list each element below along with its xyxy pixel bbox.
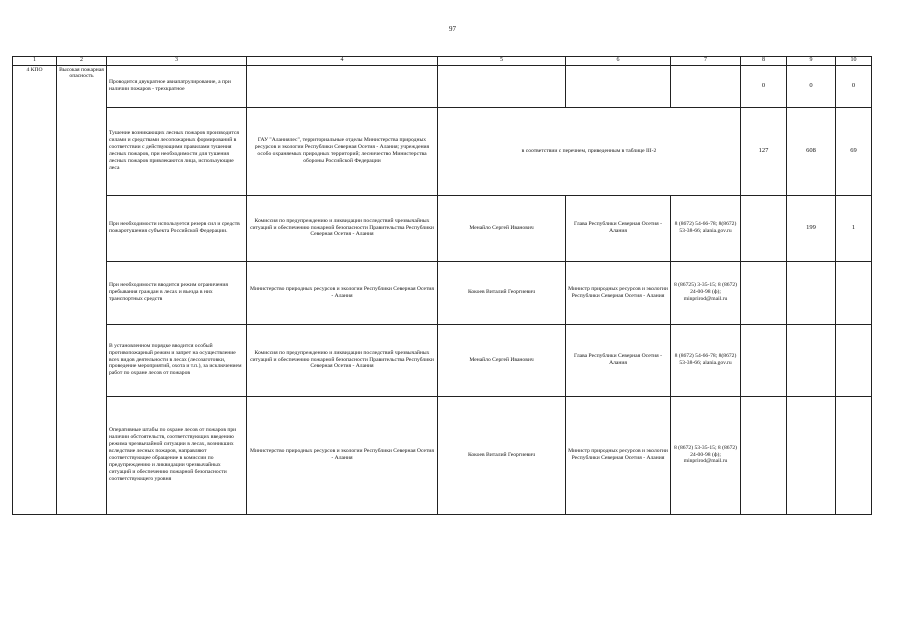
value-cell: 69 xyxy=(836,107,872,195)
position-cell xyxy=(566,65,671,107)
header-cell: 2 xyxy=(57,57,107,66)
responsible-cell: Менайло Сергей Иванович xyxy=(438,195,566,261)
position-cell: Министр природных ресурсов и экологии Республики Северная Осетия - Алания xyxy=(566,396,671,514)
executor-cell: ГАУ "Аланиялес", территориальные отделы Министерства природных ресурсов и экологии Республики Северная Осетия - Алания; учреждения особо охраняемых природных территорий; лесничество Министерства обороны Российской Федерации xyxy=(247,107,438,195)
measure-cell: При необходимости используется резерв сил и средств пожаротушения субъекта Российской Федерации. xyxy=(107,195,247,261)
header-cell: 4 xyxy=(247,57,438,66)
contacts-cell: 8 (8672) 54-66-78; 8(8672) 53-38-66; alania.gov.ru xyxy=(671,324,741,396)
table-row xyxy=(13,324,872,396)
measure-cell: Оперативные штабы по охране лесов от пожаров при наличии обстоятельств, соответствующих введению режима чрезвычайной ситуации в лесах, возникших вследствие лесных пожаров, направляют соответствующее обращение в комиссии по предупреждению и ликвидации чрезвычайных ситуаций и обеспечению пожарной безопасности соответствующего уровня xyxy=(107,396,247,514)
table-row xyxy=(13,396,872,514)
executor-cell: Министерство природных ресурсов и экологии Республики Северная Осетия - Алания xyxy=(247,396,438,514)
value-cell xyxy=(741,324,787,396)
measure-cell: При необходимости вводится режим ограничения пребывания граждан в лесах и въезда в них транспортных средств xyxy=(107,261,247,324)
value-cell xyxy=(741,396,787,514)
value-cell: 608 xyxy=(787,107,836,195)
position-cell: Глава Республики Северная Осетия - Алания xyxy=(566,195,671,261)
table-row xyxy=(13,65,872,107)
fire-hazard-table xyxy=(12,56,872,515)
executor-cell: Министерство природных ресурсов и экологии Республики Северная Осетия - Алания xyxy=(247,261,438,324)
contacts-cell: 8 (86725) 3-35-15; 8 (8672) 24-00-98 (ф); minprirod@mail.ru xyxy=(671,261,741,324)
value-cell xyxy=(787,324,836,396)
header-cell: 1 xyxy=(13,57,57,66)
header-cell: 9 xyxy=(787,57,836,66)
header-cell: 8 xyxy=(741,57,787,66)
contacts-cell xyxy=(671,65,741,107)
executor-cell: Комиссия по предупреждению и ликвидации последствий чрезвычайных ситуаций и обеспечению пожарной безопасности Правительства Республики Северная Осетия - Алания xyxy=(247,195,438,261)
value-cell: 0 xyxy=(741,65,787,107)
measure-cell: Проводится двукратное авиапатрулирование, а при наличии пожаров - трехкратное xyxy=(107,65,247,107)
value-cell: 199 xyxy=(787,195,836,261)
header-cell: 6 xyxy=(566,57,671,66)
header-cell: 10 xyxy=(836,57,872,66)
responsible-cell: Кокоев Виталий Георгиевич xyxy=(438,396,566,514)
value-cell: 127 xyxy=(741,107,787,195)
table-row xyxy=(13,195,872,261)
measure-cell: Тушение возникающих лесных пожаров производится силами и средствами лесопожарных формирований в соответствии с действующими правилами тушения лесных пожаров, при необходимости для тушения лесных пожаров привлекаются лица, использующие леса xyxy=(107,107,247,195)
hazard-level-cell: Высокая пожарная опасность xyxy=(57,65,107,514)
table-row xyxy=(13,107,872,195)
contacts-cell: 8 (8672) 53-35-15; 8 (8672) 24-00-98 (ф); minprirod@mail.ru xyxy=(671,396,741,514)
page-number: 97 xyxy=(449,25,456,33)
measure-cell: В установленном порядке вводится особый противопожарный режим и запрет на осуществление всех видов деятельности в лесах (лесозаготовки, проведение мероприятий, охота и т.п.), за исключением работ по охране лесов от пожаров xyxy=(107,324,247,396)
value-cell xyxy=(787,261,836,324)
responsible-cell: Менайло Сергей Иванович xyxy=(438,324,566,396)
value-cell: 0 xyxy=(787,65,836,107)
contacts-cell: 8 (8672) 54-66-78; 8(8672) 53-38-66; alania.gov.ru xyxy=(671,195,741,261)
value-cell xyxy=(836,261,872,324)
executor-cell xyxy=(247,65,438,107)
header-cell: 3 xyxy=(107,57,247,66)
executor-cell: Комиссия по предупреждению и ликвидации последствий чрезвычайных ситуаций и обеспечению пожарной безопасности Правительства Республики Северная Осетия - Алания xyxy=(247,324,438,396)
value-cell xyxy=(741,195,787,261)
header-cell: 7 xyxy=(671,57,741,66)
responsible-cell xyxy=(438,65,566,107)
value-cell xyxy=(836,324,872,396)
value-cell xyxy=(787,396,836,514)
position-cell: Глава Республики Северная Осетия - Алания xyxy=(566,324,671,396)
table-row xyxy=(13,261,872,324)
reference-cell: в соответствии с перечнем, приведенным в таблице III-2 xyxy=(438,107,741,195)
value-cell xyxy=(836,396,872,514)
value-cell: 0 xyxy=(836,65,872,107)
header-row xyxy=(13,57,872,66)
position-cell: Министр природных ресурсов и экологии Республики Северная Осетия - Алания xyxy=(566,261,671,324)
header-cell: 5 xyxy=(438,57,566,66)
responsible-cell: Кокоев Виталий Георгиевич xyxy=(438,261,566,324)
class-cell: 4 КПО xyxy=(13,65,57,514)
value-cell: 1 xyxy=(836,195,872,261)
value-cell xyxy=(741,261,787,324)
